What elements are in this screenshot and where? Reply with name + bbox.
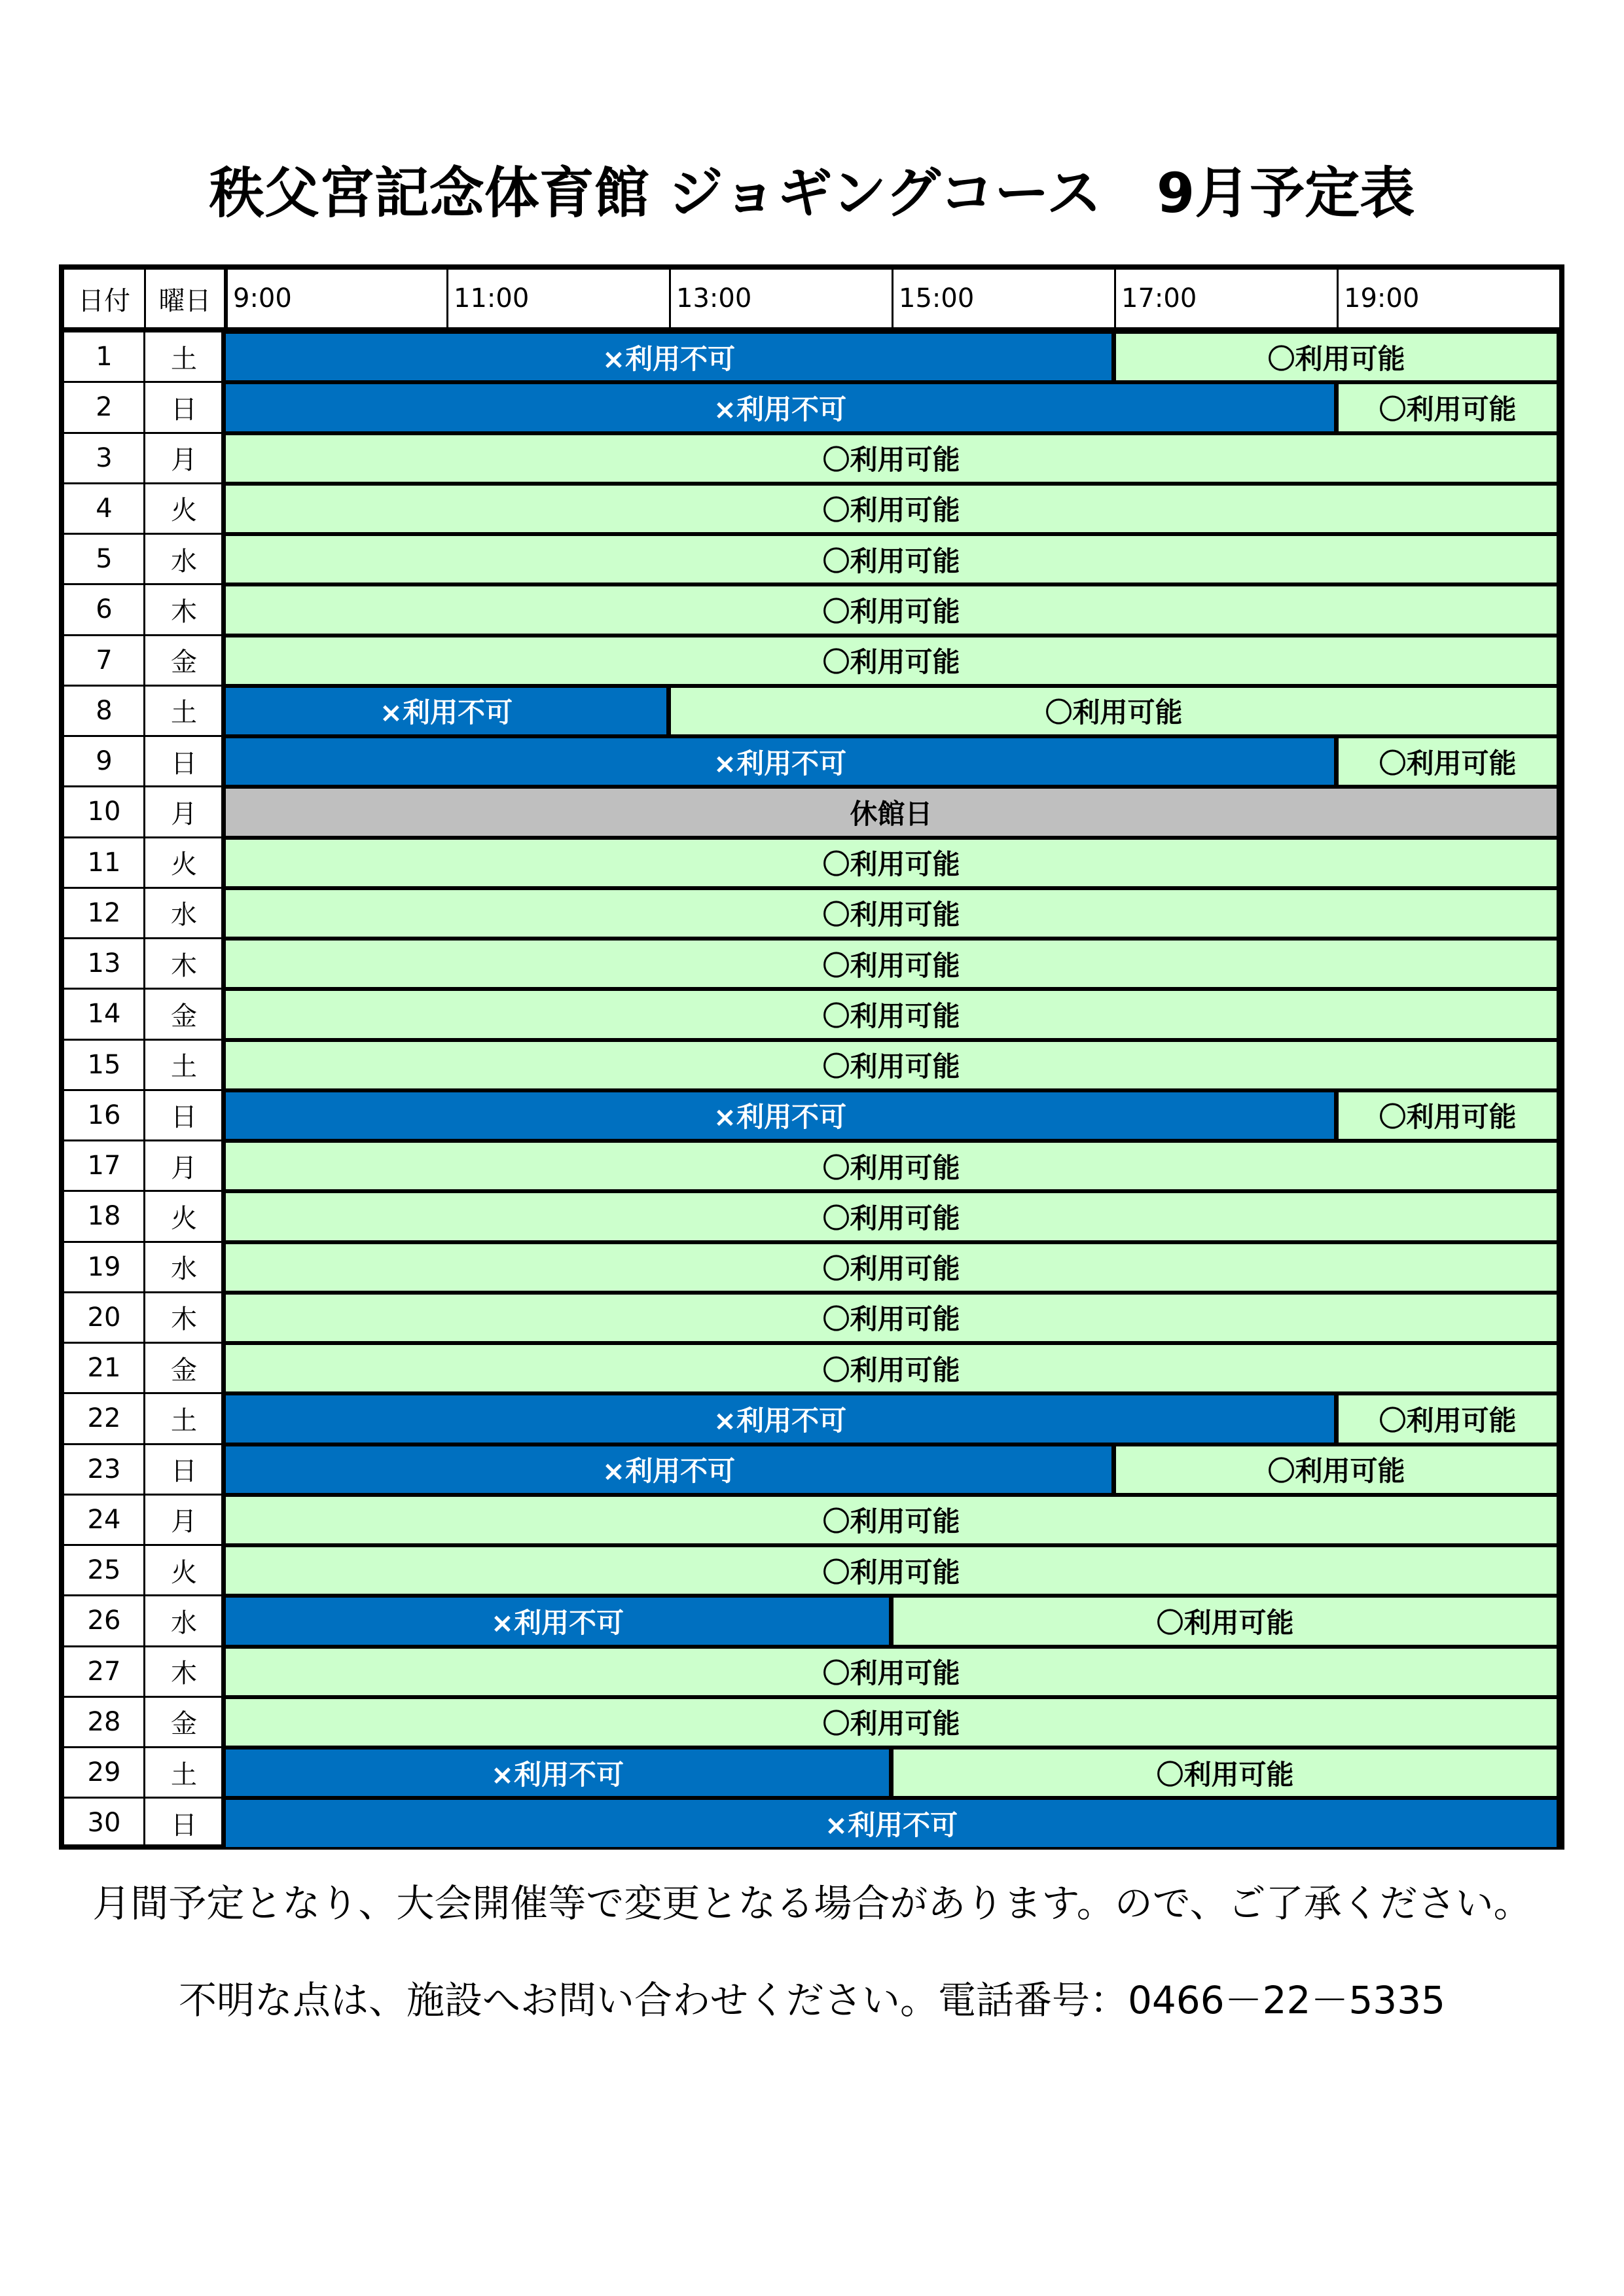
- blocked-segment: ×利用不可: [224, 1799, 1559, 1849]
- page-title: 秩父宮記念体育館 ジョギングコース 9月予定表: [209, 161, 1415, 225]
- date-cell: 23: [64, 1445, 144, 1496]
- weekday-cell: 日: [144, 1799, 224, 1849]
- available-segment: 〇利用可能: [224, 585, 1559, 636]
- available-segment: 〇利用可能: [224, 1243, 1559, 1293]
- time-header-1100: 11:00: [446, 270, 669, 327]
- divider-weekday-time: [221, 332, 225, 1844]
- table-row: [64, 1293, 1559, 1344]
- table-row: [64, 787, 1559, 838]
- available-segment: 〇利用可能: [224, 1293, 1559, 1344]
- available-segment: 〇利用可能: [224, 636, 1559, 687]
- table-row: [64, 1344, 1559, 1394]
- weekday-cell: 土: [144, 1394, 224, 1444]
- weekday-cell: 金: [144, 1698, 224, 1748]
- blocked-segment: ×利用不可: [224, 332, 1114, 383]
- header-row: [64, 270, 1559, 332]
- available-segment: 〇利用可能: [224, 434, 1559, 484]
- time-header-1300: 13:00: [669, 270, 892, 327]
- weekday-cell: 水: [144, 1596, 224, 1647]
- available-segment: 〇利用可能: [224, 838, 1559, 889]
- weekday-cell: 木: [144, 939, 224, 990]
- date-cell: 22: [64, 1394, 144, 1444]
- available-segment: 〇利用可能: [224, 1344, 1559, 1394]
- date-column-header: 日付: [78, 285, 130, 316]
- date-cell: 16: [64, 1091, 144, 1141]
- table-row: [64, 1496, 1559, 1546]
- date-cell: 12: [64, 889, 144, 939]
- weekday-cell: 日: [144, 1091, 224, 1141]
- table-row: [64, 636, 1559, 687]
- blocked-segment: ×利用不可: [224, 687, 669, 737]
- weekday-cell: 金: [144, 636, 224, 687]
- available-segment: 〇利用可能: [224, 484, 1559, 535]
- weekday-cell: 月: [144, 787, 224, 838]
- table-row: [64, 1394, 1559, 1444]
- date-cell: 4: [64, 484, 144, 535]
- weekday-cell: 水: [144, 889, 224, 939]
- blocked-segment: ×利用不可: [224, 383, 1337, 433]
- weekday-cell: 月: [144, 1141, 224, 1192]
- table-row: [64, 1091, 1559, 1141]
- available-segment: 〇利用可能: [224, 939, 1559, 990]
- weekday-cell: 土: [144, 687, 224, 737]
- notice-contact: 不明な点は、施設へお問い合わせください。電話番号：0466－22－5335: [178, 1978, 1446, 2022]
- available-segment: 〇利用可能: [224, 1141, 1559, 1192]
- weekday-cell: 金: [144, 990, 224, 1040]
- available-segment: 〇利用可能: [1114, 1445, 1559, 1496]
- notice-change: 月間予定となり、大会開催等で変更となる場合があります。ので、ご了承ください。: [92, 1881, 1532, 1926]
- weekday-cell: 火: [144, 484, 224, 535]
- date-cell: 1: [64, 332, 144, 383]
- weekday-cell: 木: [144, 1647, 224, 1698]
- date-cell: 8: [64, 687, 144, 737]
- blocked-segment: ×利用不可: [224, 1394, 1337, 1444]
- available-segment: 〇利用可能: [892, 1596, 1559, 1647]
- date-cell: 28: [64, 1698, 144, 1748]
- weekday-cell: 木: [144, 1293, 224, 1344]
- date-cell: 26: [64, 1596, 144, 1647]
- available-segment: 〇利用可能: [1337, 737, 1559, 787]
- weekday-cell: 木: [144, 585, 224, 636]
- date-cell: 19: [64, 1243, 144, 1293]
- available-segment: 〇利用可能: [224, 1192, 1559, 1242]
- time-header-1700: 17:00: [1114, 270, 1337, 327]
- available-segment: 〇利用可能: [224, 1647, 1559, 1698]
- date-cell: 6: [64, 585, 144, 636]
- available-segment: 〇利用可能: [1337, 1394, 1559, 1444]
- date-cell: 9: [64, 737, 144, 787]
- table-row: [64, 484, 1559, 535]
- weekday-cell: 水: [144, 535, 224, 585]
- table-row: [64, 889, 1559, 939]
- date-cell: 5: [64, 535, 144, 585]
- date-cell: 10: [64, 787, 144, 838]
- time-header-0900: 9:00: [224, 270, 446, 327]
- weekday-cell: 火: [144, 838, 224, 889]
- table-row: [64, 737, 1559, 787]
- date-cell: 20: [64, 1293, 144, 1344]
- available-segment: 〇利用可能: [1337, 383, 1559, 433]
- weekday-cell: 月: [144, 434, 224, 484]
- available-segment: 〇利用可能: [224, 1698, 1559, 1748]
- available-segment: 〇利用可能: [224, 1546, 1559, 1596]
- blocked-segment: ×利用不可: [224, 1091, 1337, 1141]
- table-row: [64, 1243, 1559, 1293]
- table-row: [64, 1546, 1559, 1596]
- table-row: [64, 838, 1559, 889]
- table-row: [64, 990, 1559, 1040]
- table-row: [64, 1596, 1559, 1647]
- date-cell: 14: [64, 990, 144, 1040]
- table-row: [64, 1141, 1559, 1192]
- date-cell: 27: [64, 1647, 144, 1698]
- weekday-cell: 火: [144, 1546, 224, 1596]
- blocked-segment: ×利用不可: [224, 1445, 1114, 1496]
- date-cell: 29: [64, 1748, 144, 1799]
- available-segment: 〇利用可能: [1337, 1091, 1559, 1141]
- table-row: [64, 1698, 1559, 1748]
- date-cell: 24: [64, 1496, 144, 1546]
- schedule-table: [59, 264, 1564, 1850]
- table-row: [64, 434, 1559, 484]
- weekday-cell: 金: [144, 1344, 224, 1394]
- available-segment: 〇利用可能: [1114, 332, 1559, 383]
- table-row: [64, 1647, 1559, 1698]
- available-segment: 〇利用可能: [224, 1496, 1559, 1546]
- available-segment: 〇利用可能: [224, 1041, 1559, 1091]
- weekday-cell: 土: [144, 332, 224, 383]
- weekday-cell: 土: [144, 1041, 224, 1091]
- table-row: [64, 383, 1559, 433]
- closed-segment: 休館日: [224, 787, 1559, 838]
- time-header-1500: 15:00: [892, 270, 1114, 327]
- table-row: [64, 687, 1559, 737]
- weekday-cell: 水: [144, 1243, 224, 1293]
- date-cell: 3: [64, 434, 144, 484]
- table-row: [64, 939, 1559, 990]
- date-cell: 7: [64, 636, 144, 687]
- date-cell: 30: [64, 1799, 144, 1849]
- date-cell: 25: [64, 1546, 144, 1596]
- weekday-cell: 日: [144, 1445, 224, 1496]
- table-row: [64, 332, 1559, 383]
- available-segment: 〇利用可能: [892, 1748, 1559, 1799]
- weekday-cell: 日: [144, 737, 224, 787]
- weekday-cell: 日: [144, 383, 224, 433]
- date-cell: 21: [64, 1344, 144, 1394]
- available-segment: 〇利用可能: [669, 687, 1559, 737]
- blocked-segment: ×利用不可: [224, 737, 1337, 787]
- weekday-cell: 月: [144, 1496, 224, 1546]
- date-cell: 17: [64, 1141, 144, 1192]
- weekday-cell: 火: [144, 1192, 224, 1242]
- table-row: [64, 585, 1559, 636]
- divider-date-weekday: [143, 332, 145, 1844]
- available-segment: 〇利用可能: [224, 990, 1559, 1040]
- table-row: [64, 1041, 1559, 1091]
- date-cell: 13: [64, 939, 144, 990]
- table-row: [64, 1799, 1559, 1849]
- weekday-cell: 土: [144, 1748, 224, 1799]
- table-row: [64, 535, 1559, 585]
- available-segment: 〇利用可能: [224, 535, 1559, 585]
- date-cell: 18: [64, 1192, 144, 1242]
- blocked-segment: ×利用不可: [224, 1596, 892, 1647]
- blocked-segment: ×利用不可: [224, 1748, 892, 1799]
- table-row: [64, 1445, 1559, 1496]
- weekday-column-header: 曜日: [144, 270, 224, 327]
- time-header-1900: 19:00: [1337, 270, 1559, 327]
- table-row: [64, 1192, 1559, 1242]
- table-row: [64, 1748, 1559, 1799]
- date-cell: 15: [64, 1041, 144, 1091]
- date-cell: 2: [64, 383, 144, 433]
- date-cell: 11: [64, 838, 144, 889]
- available-segment: 〇利用可能: [224, 889, 1559, 939]
